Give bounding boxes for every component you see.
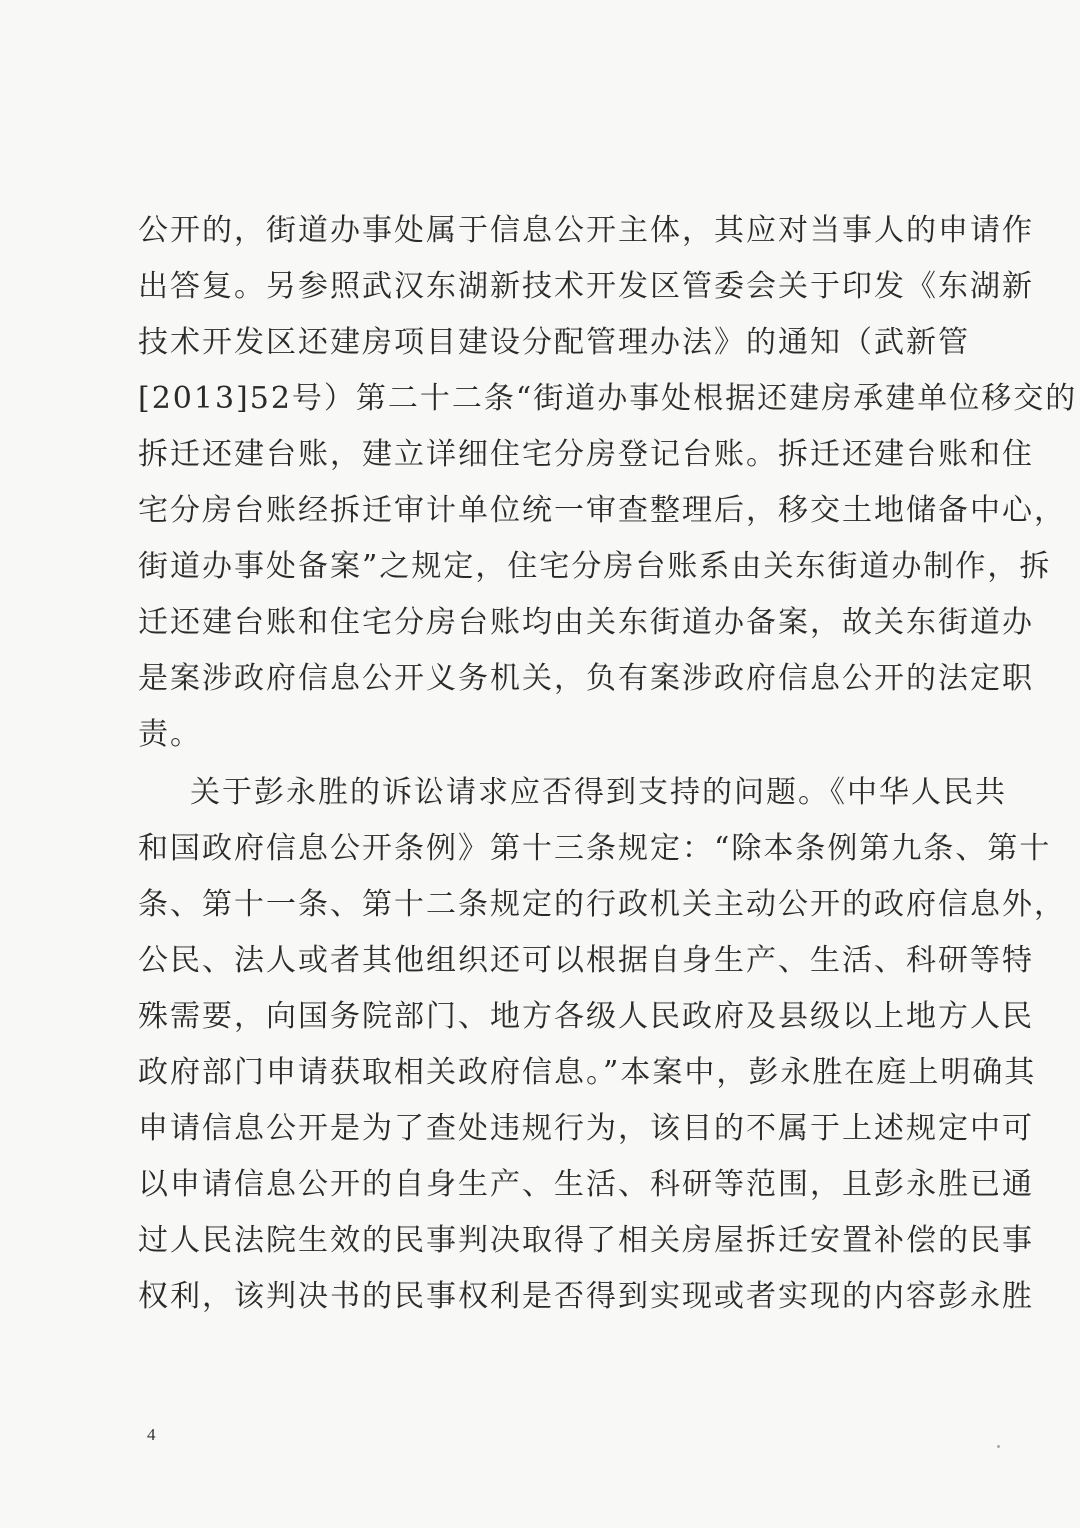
text-line: 责。 bbox=[138, 717, 202, 752]
text-line: 和国政府信息公开条例》第十三条规定：“除本条例第九条、第十 bbox=[138, 831, 1052, 866]
text-line: 出答复。另参照武汉东湖新技术开发区管委会关于印发《东湖新 bbox=[138, 269, 1034, 304]
text-line: 宅分房台账经拆迁审计单位统一审查整理后，移交土地储备中心， bbox=[138, 493, 1066, 528]
page-number: 4 bbox=[147, 1425, 156, 1444]
text-line: 公民、法人或者其他组织还可以根据自身生产、生活、科研等特 bbox=[138, 943, 1034, 978]
text-line: 以申请信息公开的自身生产、生活、科研等范围，且彭永胜已通 bbox=[138, 1167, 1034, 1202]
text-line: 过人民法院生效的民事判决取得了相关房屋拆迁安置补偿的民事 bbox=[138, 1223, 1034, 1258]
text-line: 公开的，街道办事处属于信息公开主体，其应对当事人的申请作 bbox=[138, 213, 1034, 248]
text-line: 是案涉政府信息公开义务机关，负有案涉政府信息公开的法定职 bbox=[138, 661, 1034, 696]
text-line: 殊需要，向国务院部门、地方各级人民政府及县级以上地方人民 bbox=[138, 999, 1034, 1034]
text-line: 技术开发区还建房项目建设分配管理办法》的通知（武新管 bbox=[138, 325, 970, 360]
text-line: 申请信息公开是为了查处违规行为，该目的不属于上述规定中可 bbox=[138, 1111, 1034, 1146]
text-line: 关于彭永胜的诉讼请求应否得到支持的问题。《中华人民共 bbox=[190, 775, 1007, 810]
text-line: 迁还建台账和住宅分房台账均由关东街道办备案，故关东街道办 bbox=[138, 605, 1034, 640]
text-line: 街道办事处备案”之规定，住宅分房台账系由关东街道办制作，拆 bbox=[138, 549, 1052, 584]
text-line: 政府部门申请获取相关政府信息。”本案中，彭永胜在庭上明确其 bbox=[138, 1055, 1037, 1090]
text-line: 权利，该判决书的民事权利是否得到实现或者实现的内容彭永胜 bbox=[138, 1279, 1034, 1314]
paragraph-2 bbox=[138, 768, 1066, 1328]
text-line: 条、第十一条、第十二条规定的行政机关主动公开的政府信息外， bbox=[138, 887, 1066, 922]
text-line: 拆迁还建台账，建立详细住宅分房登记台账。拆迁还建台账和住 bbox=[138, 437, 1034, 472]
text-line: [2013]52号）第二十二条“街道办事处根据还建房承建单位移交的 bbox=[138, 381, 1078, 416]
scan-speck bbox=[997, 1445, 1000, 1448]
paragraph-1 bbox=[138, 206, 1078, 766]
